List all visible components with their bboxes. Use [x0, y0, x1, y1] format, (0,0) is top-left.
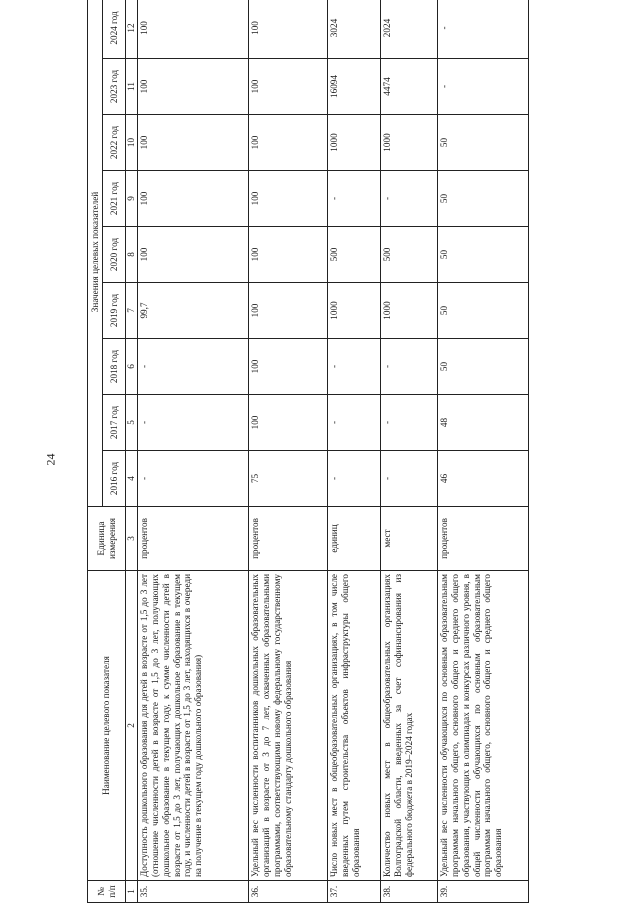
value-cell: 3024: [328, 0, 381, 59]
value-cell: 100: [138, 227, 249, 283]
column-number: 6: [126, 339, 138, 395]
column-number: 1: [126, 881, 138, 903]
table-row: [249, 0, 328, 903]
value-cell: -: [438, 59, 529, 115]
unit-cell: единиц: [328, 507, 381, 571]
value-cell: -: [381, 451, 438, 507]
value-cell: 100: [249, 283, 328, 339]
header-num: № п/п: [88, 881, 126, 903]
value-cell: 75: [249, 451, 328, 507]
header-year: 2023 год: [103, 59, 126, 115]
value-cell: 46: [438, 451, 529, 507]
value-cell: 100: [249, 0, 328, 59]
value-cell: 500: [328, 227, 381, 283]
value-cell: 100: [138, 0, 249, 59]
value-cell: -: [138, 395, 249, 451]
value-cell: -: [438, 0, 529, 59]
value-cell: 100: [138, 115, 249, 171]
indicator-name: Доступность дошкольного образования для детей в возрасте от 1,5 до 3 лет (отношение численности детей в возрасте от 1,5 до 3 лет, получающих дошкольное образование в текущем году, к сумме численности детей в возрасте от 1,5 до 3 лет, получающих дошкольное образование в текущем году, и численности детей в возрасте от 1,5 до 3 лет, находящихся в очереди на получение в текущем году дошкольного образования): [138, 571, 249, 881]
indicator-name: Удельный вес численности обучающихся по основным образовательным программам начального общего, основного общего и среднего общего образования, участвующих в олимпиадах и конкурсах различного уровня, в общей численности обучающихся по основным образовательным программам начального общего, основного общего и среднего общего образования: [438, 571, 529, 881]
indicator-name: Число новых мест в общеобразовательных организациях, в том числе введенных путем строительства объектов инфраструктуры общего образования: [328, 571, 381, 881]
value-cell: -: [138, 339, 249, 395]
table-row: [438, 0, 529, 903]
target-indicators-table: [87, 0, 529, 903]
value-cell: 99,7: [138, 283, 249, 339]
header-year: 2019 год: [103, 283, 126, 339]
value-cell: 100: [249, 395, 328, 451]
unit-cell: мест: [381, 507, 438, 571]
column-number: 8: [126, 227, 138, 283]
value-cell: -: [381, 339, 438, 395]
value-cell: -: [328, 171, 381, 227]
header-year: 2021 год: [103, 171, 126, 227]
value-cell: -: [138, 451, 249, 507]
header-year: 2024 год: [103, 0, 126, 59]
header-year: 2022 год: [103, 115, 126, 171]
row-number: 36.: [249, 881, 328, 903]
value-cell: -: [328, 339, 381, 395]
column-number: 12: [126, 0, 138, 59]
value-cell: 50: [438, 227, 529, 283]
header-year: 2018 год: [103, 339, 126, 395]
value-cell: 1000: [381, 283, 438, 339]
value-cell: 100: [138, 171, 249, 227]
value-cell: 100: [249, 227, 328, 283]
column-number: 3: [126, 507, 138, 571]
value-cell: 100: [249, 115, 328, 171]
header-unit: Единица измерения: [88, 507, 126, 571]
value-cell: -: [381, 395, 438, 451]
column-number: 11: [126, 59, 138, 115]
column-number: 7: [126, 283, 138, 339]
value-cell: 50: [438, 171, 529, 227]
header-year: 2016 год: [103, 451, 126, 507]
unit-cell: процентов: [438, 507, 529, 571]
header-year: 2020 год: [103, 227, 126, 283]
value-cell: 100: [249, 59, 328, 115]
column-number: 2: [126, 571, 138, 881]
value-cell: 48: [438, 395, 529, 451]
value-cell: 16094: [328, 59, 381, 115]
value-cell: 1000: [328, 115, 381, 171]
value-cell: 4474: [381, 59, 438, 115]
rotated-table-sheet: [87, 0, 582, 903]
header-name: Наименование целевого показателя: [88, 571, 126, 881]
value-cell: 50: [438, 283, 529, 339]
table-row: [138, 0, 249, 903]
value-cell: -: [328, 451, 381, 507]
row-number: 38.: [381, 881, 438, 903]
value-cell: 50: [438, 115, 529, 171]
value-cell: 1000: [328, 283, 381, 339]
value-cell: 1000: [381, 115, 438, 171]
header-year: 2017 год: [103, 395, 126, 451]
unit-cell: процентов: [249, 507, 328, 571]
column-number: 9: [126, 171, 138, 227]
indicator-name: Удельный вес численности воспитанников дошкольных образовательных организаций в возрасте от 3 до 7 лет, охваченных образовательными программами, соответствующими новому федеральному государственному образовательному стандарту дошкольного образования: [249, 571, 328, 881]
table-row: [381, 0, 438, 903]
value-cell: 500: [381, 227, 438, 283]
value-cell: 100: [138, 59, 249, 115]
unit-cell: процентов: [138, 507, 249, 571]
column-number: 4: [126, 451, 138, 507]
value-cell: 2024: [381, 0, 438, 59]
table-row: [328, 0, 381, 903]
value-cell: -: [328, 395, 381, 451]
value-cell: 100: [249, 339, 328, 395]
indicator-name: Количество новых мест в общеобразовательных организациях Волгоградской области, введенных за счет софинансирования из федерального бюджета в 2019–2024 годах: [381, 571, 438, 881]
value-cell: 100: [249, 171, 328, 227]
value-cell: -: [381, 171, 438, 227]
value-cell: 50: [438, 339, 529, 395]
row-number: 39.: [438, 881, 529, 903]
row-number: 35.: [138, 881, 249, 903]
header-values-group: Значения целевых показателей: [88, 0, 103, 507]
column-number: 5: [126, 395, 138, 451]
page-number: 24: [43, 453, 58, 466]
column-number: 10: [126, 115, 138, 171]
row-number: 37.: [328, 881, 381, 903]
